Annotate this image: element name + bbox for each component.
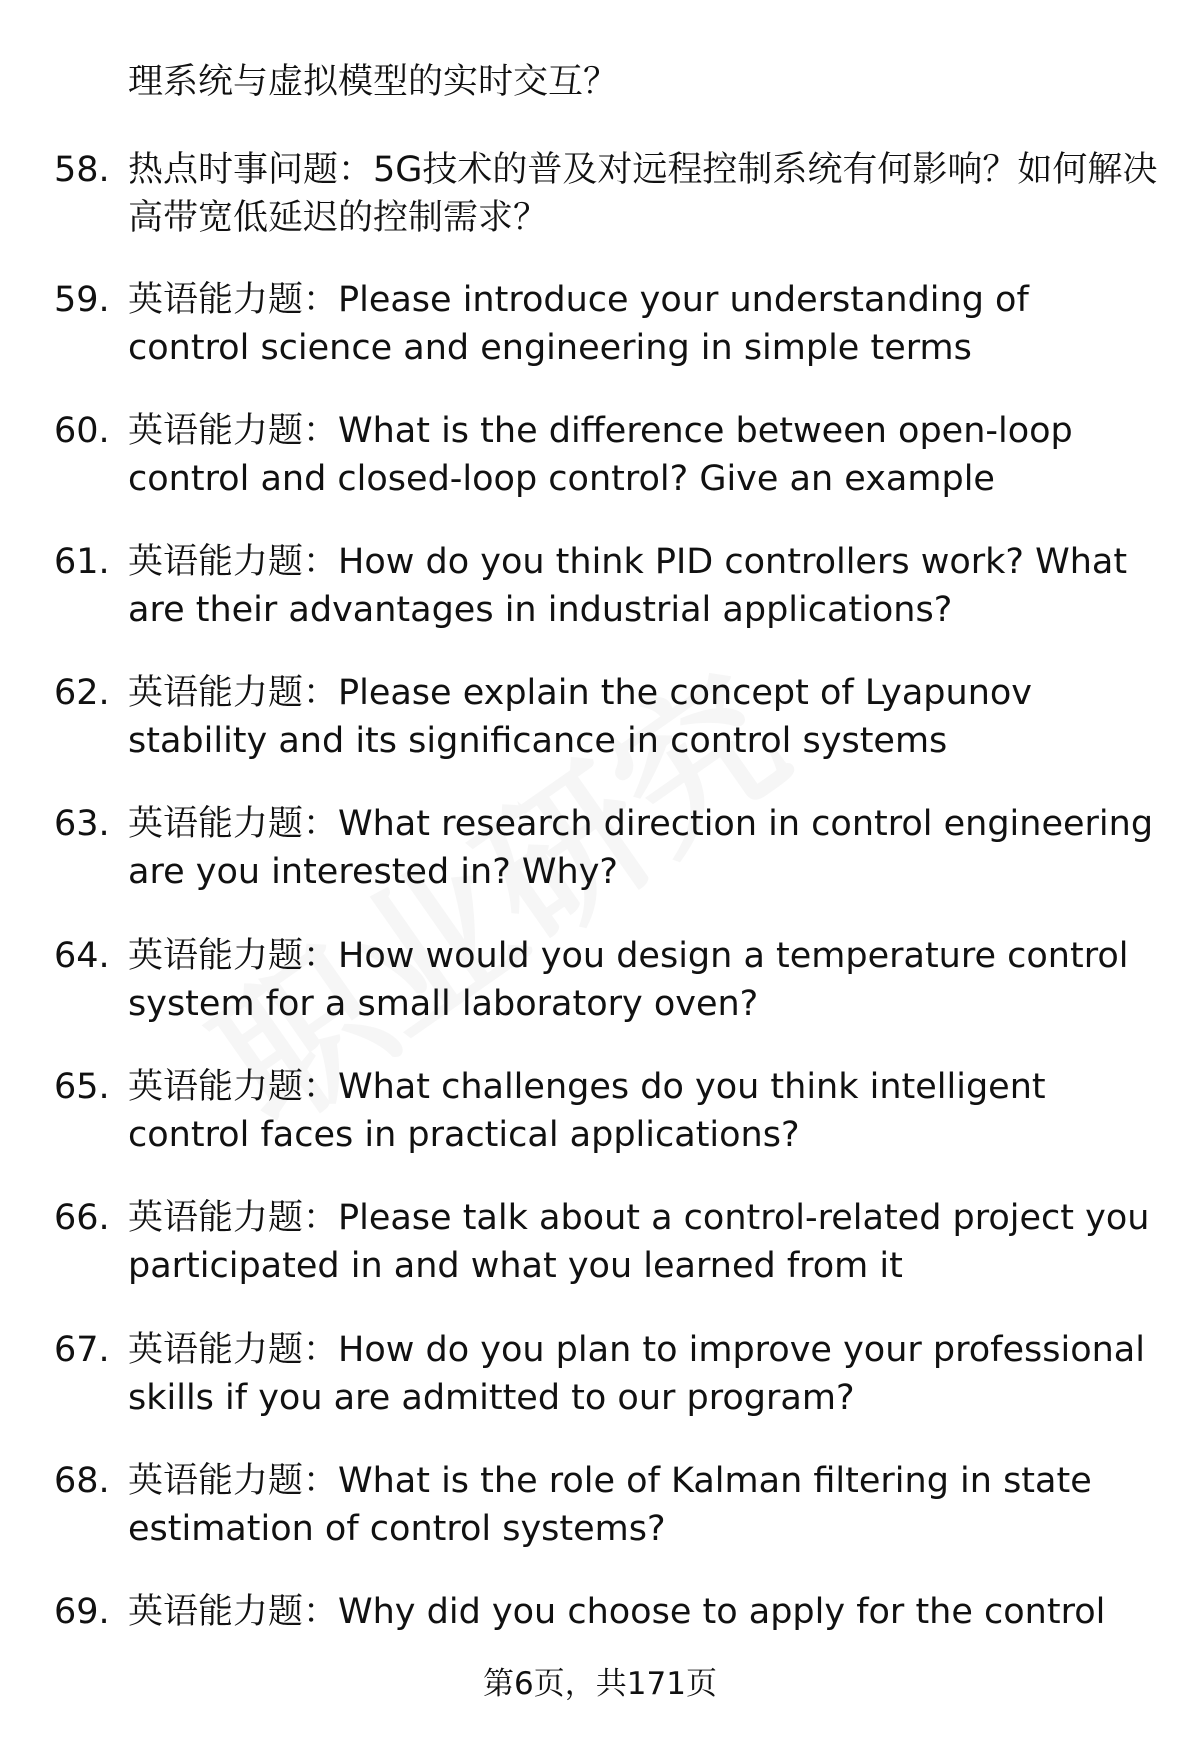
question-number: 64. xyxy=(54,936,110,976)
question-text: 英语能力题：Please talk about a control-related project you participated in and what you learned from it xyxy=(128,1198,1150,1286)
question-number: 67. xyxy=(54,1330,110,1370)
question-text: 英语能力题：How would you design a temperature control system for a small laboratory oven? xyxy=(128,936,1129,1024)
question-number: 68. xyxy=(54,1461,110,1501)
question-text: 英语能力题：What is the role of Kalman filtering in state estimation of control systems? xyxy=(128,1461,1092,1549)
question-text: 英语能力题：What challenges do you think intelligent control faces in practical applications? xyxy=(128,1067,1046,1155)
question-text: 英语能力题：What is the difference between open-loop control and closed-loop control? Give an example xyxy=(128,411,1073,499)
question-number: 62. xyxy=(54,673,110,713)
question-number: 60. xyxy=(54,411,110,451)
question-text: 英语能力题：Please explain the concept of Lyapunov stability and its significance in control systems xyxy=(128,673,1033,761)
question-number: 59. xyxy=(54,280,110,320)
question-text: 热点时事问题：5G技术的普及对远程控制系统有何影响？如何解决高带宽低延迟的控制需求？ xyxy=(128,150,1158,238)
question-number: 66. xyxy=(54,1198,110,1238)
question-text: 英语能力题：Why did you choose to apply for the control xyxy=(128,1592,1106,1632)
question-number: 61. xyxy=(54,542,110,582)
question-number: 65. xyxy=(54,1067,110,1107)
question-number: 69. xyxy=(54,1592,110,1632)
question-text: 英语能力题：Please introduce your understanding of control science and engineering in simple terms xyxy=(128,280,1029,368)
page-footer: 第6页，共171页 xyxy=(483,1666,717,1702)
continued-question-text: 理系统与虚拟模型的实时交互？ xyxy=(128,62,619,102)
question-text: 英语能力题：How do you think PID controllers work? What are their advantages in industrial applications? xyxy=(128,542,1128,630)
question-text: 英语能力题：How do you plan to improve your professional skills if you are admitted to our program? xyxy=(128,1330,1145,1418)
question-number: 63. xyxy=(54,804,110,844)
question-text: 英语能力题：What research direction in control engineering are you interested in? Why? xyxy=(128,804,1154,892)
question-number: 58. xyxy=(54,150,110,190)
